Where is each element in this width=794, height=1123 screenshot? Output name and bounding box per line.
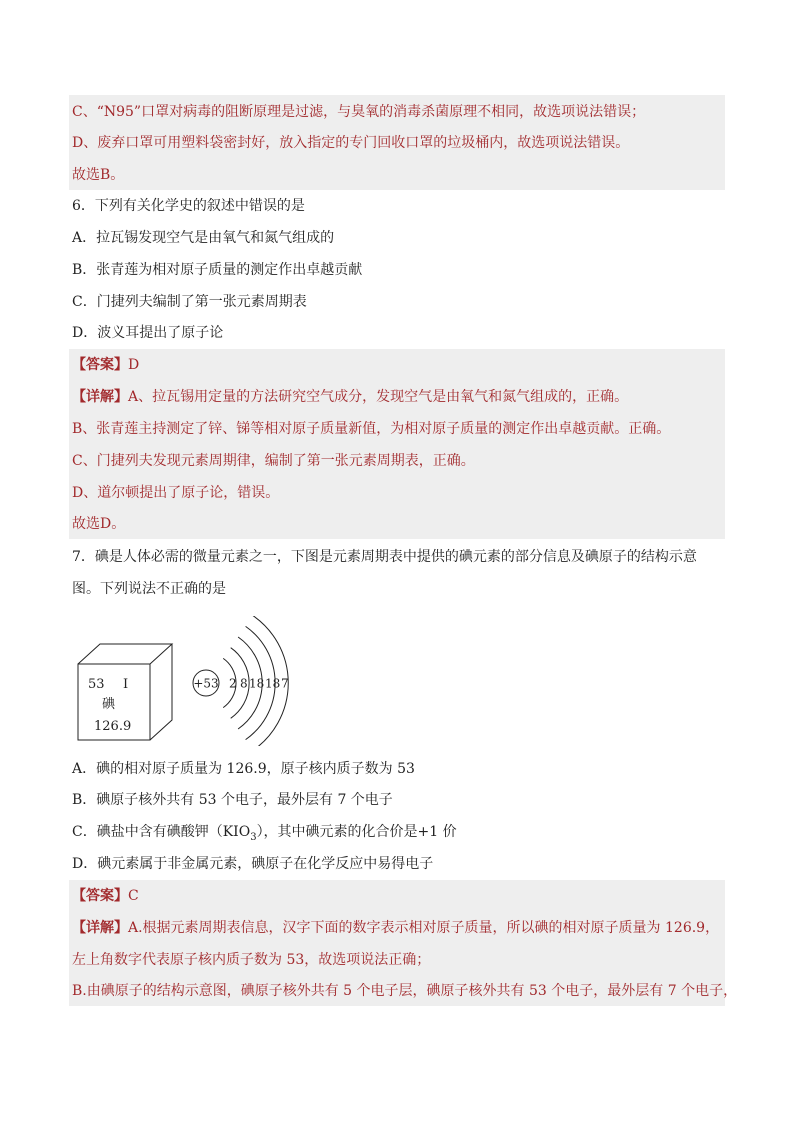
answer-6 [72,356,139,374]
question-7-option-c [72,823,457,847]
element-symbol: I [123,677,129,692]
shell-4-electrons: 18 [265,676,281,691]
answer-value: C [128,888,139,904]
option-c-subscript: 3 [250,831,257,843]
answer-tag: 【答案】 [72,357,128,373]
atomic-number: 53 [88,677,105,692]
detail-7-line-1 [72,919,719,937]
detail-6-line-4: D、道尔顿提出了原子论，错误。 [72,485,280,501]
explanation-conclusion: 故选B。 [72,167,125,183]
question-7-option-b: B．碘原子核外共有 53 个电子，最外层有 7 个电子 [72,792,393,808]
answer-tag: 【答案】 [72,888,128,904]
explanation-line-d: D、废弃口罩可用塑料袋密封好，放入指定的专门回收口罩的垃圾桶内，故选项说法错误。 [72,135,630,151]
detail-tag: 【详解】 [72,389,128,405]
detail-7-line-2: 左上角数字代表原子核内质子数为 53，故选项说法正确； [72,952,431,968]
option-c-text-start: C．碘盐中含有碘酸钾（KIO [72,824,251,840]
detail-text: A.根据元素周期表信息，汉字下面的数字表示相对原子质量，所以碘的相对原子质量为 126.9， [128,920,720,936]
question-7-option-d: D．碘元素属于非金属元素，碘原子在化学反应中易得电子 [72,856,434,872]
detail-6-line-3: C、门捷列夫发现元素周期律，编制了第一张元素周期表，正确。 [72,453,475,469]
answer-box-6 [69,349,725,539]
iodine-figure [72,616,302,746]
question-7-option-a: A．碘的相对原子质量为 126.9，原子核内质子数为 53 [72,761,415,777]
answer-value: D [128,357,140,373]
shell-5-electrons: 7 [281,676,289,691]
detail-tag: 【详解】 [72,920,128,936]
shell-1-electrons: 2 [229,676,237,691]
option-c-text-end: ），其中碘元素的化合价是+1 价 [256,824,457,840]
answer-7 [72,887,139,905]
question-6-option-a: A．拉瓦锡发现空气是由氧气和氮气组成的 [72,230,335,246]
nucleus-charge: +53 [193,676,219,691]
detail-text: A、拉瓦锡用定量的方法研究空气成分，发现空气是由氧气和氮气组成的，正确。 [128,389,629,405]
explanation-line-c: C、“N95”口罩对病毒的阻断原理是过滤，与臭氧的消毒杀菌原理不相同，故选项说法错误； [72,104,646,120]
detail-6-line-1 [72,388,628,406]
question-6-stem: 6．下列有关化学史的叙述中错误的是 [72,198,305,214]
atom-structure [193,616,289,746]
atomic-mass: 126.9 [94,719,132,734]
question-6-option-c: C．门捷列夫编制了第一张元素周期表 [72,294,307,310]
element-name: 碘 [102,697,116,712]
question-6-option-b: B．张青莲为相对原子质量的测定作出卓越贡献 [72,262,363,278]
detail-6-conclusion: 故选D。 [72,516,126,532]
detail-7-line-3: B.由碘原子的结构示意图，碘原子核外共有 5 个电子层，碘原子核外共有 53 个电子，最外层有 7 个电子， [72,983,738,999]
detail-6-line-2: B、张青莲主持测定了锌、锑等相对原子质量新值，为相对原子质量的测定作出卓越贡献。正确。 [72,421,671,437]
shell-3-electrons: 18 [249,676,265,691]
question-6-option-d: D．波义耳提出了原子论 [72,325,224,341]
question-7-stem-line-1: 7．碘是人体必需的微量元素之一，下图是元素周期表中提供的碘元素的部分信息及碘原子的结构示意 [72,549,697,565]
shell-2-electrons: 8 [240,676,248,691]
question-7-stem-line-2: 图。下列说法不正确的是 [72,581,226,597]
